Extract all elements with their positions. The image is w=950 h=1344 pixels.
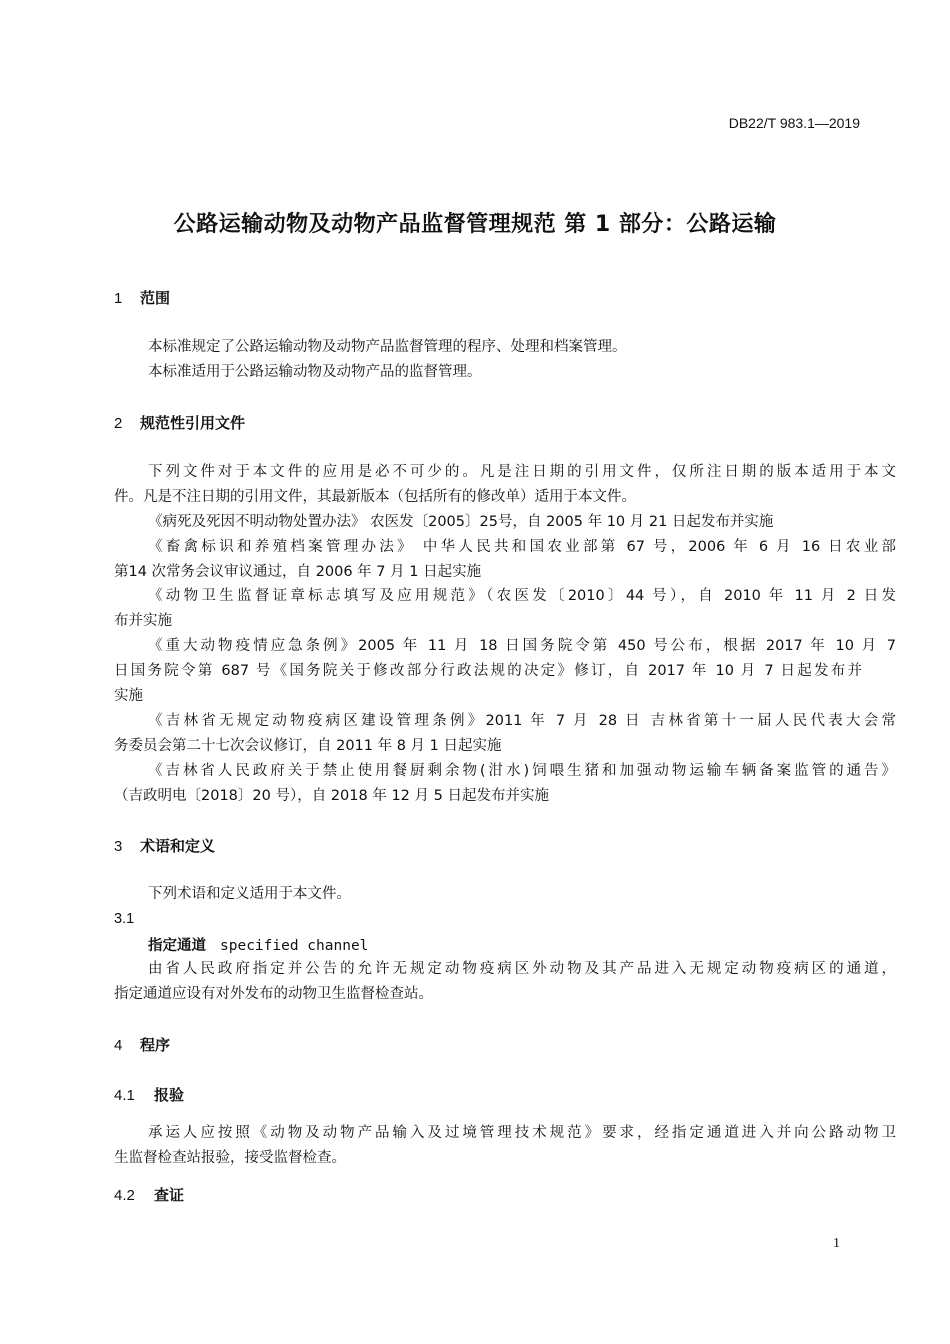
reference-item-cont: 第14 次常务会议审议通过，自 2006 年 7 月 1 日起实施 [114,564,482,580]
reference-item: 《吉林省人民政府关于禁止使用餐厨剩余物(泔水)饲喂生猪和加强动物运输车辆备案监管的通告》 [148,763,896,779]
paragraph-line: 下列文件对于本文件的应用是必不可少的。凡是注日期的引用文件，仅所注日期的版本适用于本文 [148,464,896,480]
section-title: 术语和定义 [140,837,216,855]
subsection-number: 4.1 [114,1087,135,1104]
section-4-heading [114,1034,170,1055]
reference-item-cont: 务委员会第二十七次会议修订，自 2011 年 8 月 1 日起实施 [114,738,502,754]
section-title: 范围 [140,289,171,307]
section-2-heading [114,412,245,433]
document-title: 公路运输动物及动物产品监督管理规范 第 1 部分：公路运输 [173,212,777,237]
paragraph: 本标准适用于公路运输动物及动物产品的监督管理。 [148,364,482,380]
term-definition: 由省人民政府指定并公告的允许无规定动物疫病区外动物及其产品进入无规定动物疫病区的通道， [148,961,896,977]
term-chinese: 指定通道 [148,938,206,954]
reference-item: 《吉林省无规定动物疫病区建设管理条例》2011 年 7 月 28 日 吉林省第十一届人民代表大会常 [148,713,896,729]
section-number: 1 [114,290,123,307]
paragraph-line: 件。凡是不注日期的引用文件，其最新版本（包括所有的修改单）适用于本文件。 [114,489,636,505]
subsection-number: 4.2 [114,1187,135,1204]
section-number: 2 [114,415,123,432]
section-number: 3 [114,838,123,855]
paragraph: 本标准规定了公路运输动物及动物产品监督管理的程序、处理和档案管理。 [148,339,627,355]
section-1-heading [114,287,170,308]
section-number: 4 [114,1037,123,1054]
reference-item-cont: 布并实施 [114,613,172,629]
term-english: specified channel [220,938,369,954]
term-number: 3.1 [114,911,135,927]
subsection-4-1-heading [114,1084,184,1105]
section-title: 规范性引用文件 [140,414,246,432]
subsection-4-2-heading [114,1184,184,1205]
reference-item: 《畜禽标识和养殖档案管理办法》 中华人民共和国农业部第 67 号，2006 年 6 月 16 日农业部 [148,539,896,555]
reference-item-cont: （吉政明电〔2018〕20 号），自 2018 年 12 月 5 日起发布并实施 [114,788,549,804]
standard-code: DB22/T 983.1—2019 [728,115,860,131]
term-definition-cont: 指定通道应设有对外发布的动物卫生监督检查站。 [114,986,433,1002]
section-title: 程序 [140,1036,171,1054]
section-3-heading [114,835,215,856]
page-number: 1 [833,1236,840,1251]
term-entry [148,934,368,955]
reference-item-cont: 实施 [114,688,143,704]
reference-item: 《动物卫生监督证章标志填写及应用规范》（农医发〔2010〕44 号），自 2010 年 11 月 2 日发 [148,588,896,604]
paragraph: 下列术语和定义适用于本文件。 [148,886,351,902]
reference-item: 《重大动物疫情应急条例》2005 年 11 月 18 日国务院令第 450 号公布，根据 2017 年 10 月 7 [148,638,896,654]
subsection-title: 报验 [154,1086,185,1104]
reference-item-cont: 日国务院令第 687 号《国务院关于修改部分行政法规的决定》修订，自 2017 年 10 月 7 日起发布并 [114,663,862,679]
subsection-title: 查证 [154,1186,185,1204]
paragraph-line: 承运人应按照《动物及动物产品输入及过境管理技术规范》要求，经指定通道进入并向公路动物卫 [148,1125,896,1141]
paragraph-line: 生监督检查站报验，接受监督检查。 [114,1150,346,1166]
reference-item: 《病死及死因不明动物处置办法》 农医发〔2005〕25号，自 2005 年 10 月 21 日起发布并实施 [148,514,774,530]
